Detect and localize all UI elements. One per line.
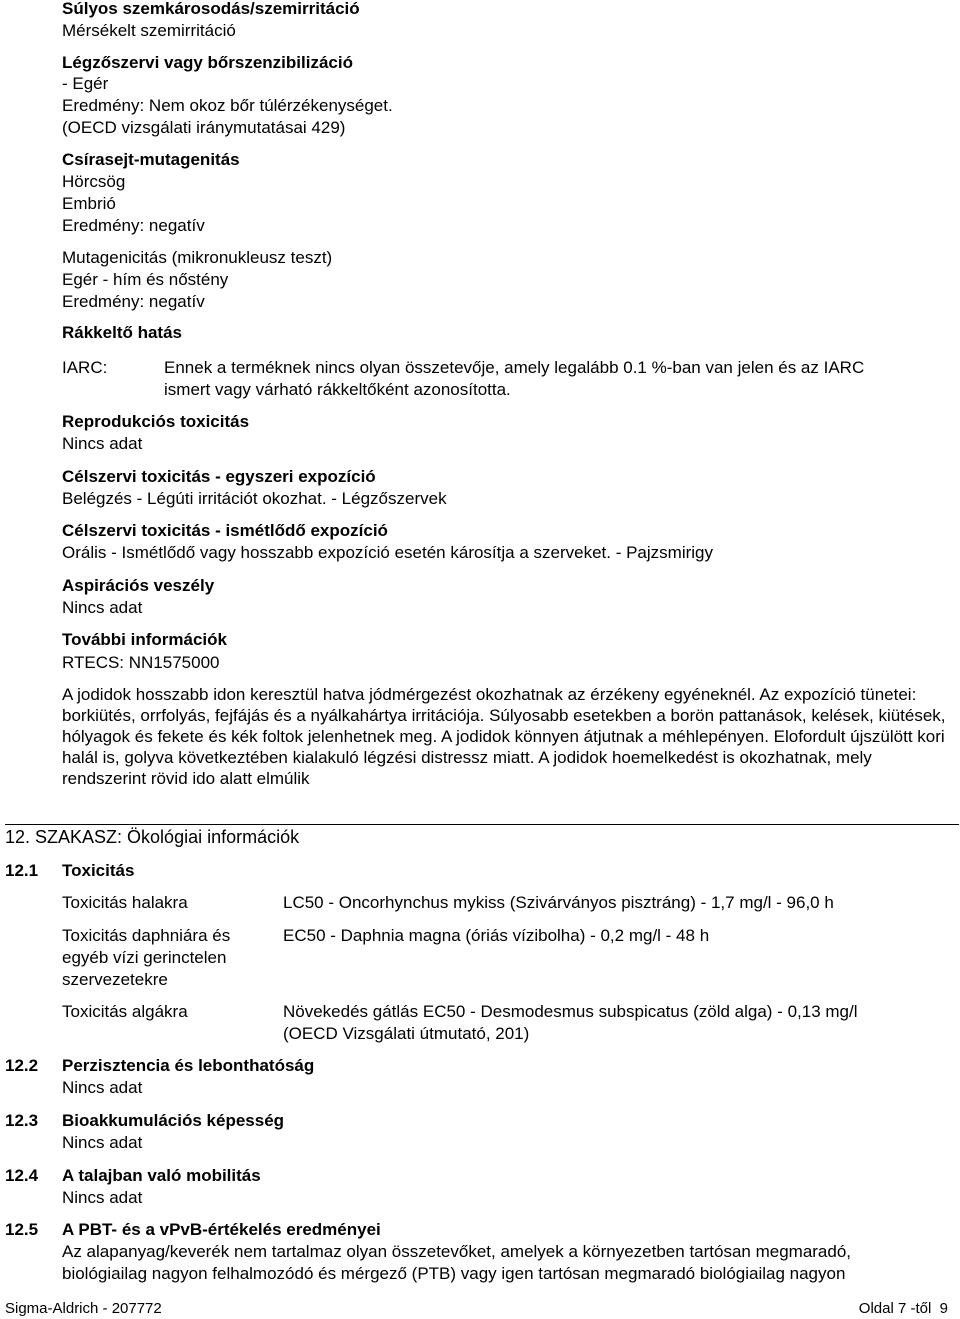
iarc-text-line-2: ismert vagy várható rákkeltőként azonosította.: [164, 380, 511, 399]
section-divider: [5, 824, 959, 825]
footer-page-number: Oldal 7 -től 9: [858, 1300, 948, 1317]
mobility-number: 12.4: [5, 1166, 39, 1185]
sensitization-species: - Egér: [62, 74, 109, 93]
further-info-paragraph: A jodidok hosszabb idon keresztül hatva jódmérgezést okozhatnak az érzékeny egyéneknél. Az expozíció tünetei: borkiütés, orrfolyás, fejfájás és a nyálkahártya irritációja. Súlyosabb esetekben a borön pattanások, kelések, kiütések, hólyagok és fekete és kék foltok jelenhetnek meg. A jodidok könnyen átjutnak a méhlepényen. Elofordult újszülött kori halál is, golyva következtében kialakuló légzési distressz miatt. A jodidok hoemelkedést is okozhatnak, mely rendszerint rövid ido alatt elmúlik: [62, 685, 946, 788]
stot-single-value: Belégzés - Légúti irritációt okozhat. - Légzőszervek: [62, 489, 447, 508]
eye-damage-heading: Súlyos szemkárosodás/szemirritáció: [62, 0, 360, 18]
germ-cell-heading: Csírasejt-mutagenitás: [62, 150, 240, 169]
reproductive-toxicity-value: Nincs adat: [62, 434, 143, 453]
eye-damage-value: Mérsékelt szemirritáció: [62, 21, 236, 40]
fish-toxicity-label: Toxicitás halakra: [62, 893, 188, 912]
daphnia-label-line-2: egyéb vízi gerinctelen: [62, 948, 227, 967]
sensitization-heading: Légzőszervi vagy bőrszenzibilizáció: [62, 53, 353, 72]
pbt-value-line-1: Az alapanyag/keverék nem tartalmaz olyan összetevőket, amelyek a környezetben tartósan megmaradó,: [62, 1242, 852, 1261]
bioaccumulation-value: Nincs adat: [62, 1133, 143, 1152]
sensitization-guideline: (OECD vizsgálati iránymutatásai 429): [62, 118, 346, 137]
mobility-title: A talajban való mobilitás: [62, 1166, 261, 1185]
reproductive-toxicity-heading: Reprodukciós toxicitás: [62, 412, 250, 431]
toxicity-number: 12.1: [5, 861, 39, 880]
daphnia-toxicity-value: EC50 - Daphnia magna (óriás vízibolha) - 0,2 mg/l - 48 h: [283, 926, 710, 945]
iarc-text-line-1: Ennek a terméknek nincs olyan összetevője, amely legalább 0.1 %-ban van jelen és az IARC: [164, 358, 865, 377]
germ-cell-stage: Embrió: [62, 194, 116, 213]
germ-cell-result: Eredmény: negatív: [62, 216, 205, 235]
sensitization-result: Eredmény: Nem okoz bőr túlérzékenységet.: [62, 96, 393, 115]
micronucleus-title: Mutagenicitás (mikronukleusz teszt): [62, 248, 333, 267]
carcinogenicity-heading: Rákkeltő hatás: [62, 323, 182, 342]
pbt-value-line-2: biológiailag nagyon felhalmozódó és mérgező (PTB) vagy igen tartósan megmaradó biológiailag nagyon: [62, 1264, 846, 1283]
persistence-value: Nincs adat: [62, 1078, 143, 1097]
stot-repeat-heading: Célszervi toxicitás - ismétlődő expozíció: [62, 521, 388, 540]
pbt-number: 12.5: [5, 1220, 39, 1239]
daphnia-label-line-3: szervezetekre: [62, 970, 168, 989]
aspiration-value: Nincs adat: [62, 598, 143, 617]
bioaccumulation-number: 12.3: [5, 1111, 39, 1130]
further-info-heading: További információk: [62, 630, 227, 649]
germ-cell-species: Hörcsög: [62, 172, 126, 191]
iarc-label: IARC:: [62, 358, 108, 377]
persistence-title: Perzisztencia és lebonthatóság: [62, 1056, 315, 1075]
aspiration-heading: Aspirációs veszély: [62, 576, 215, 595]
mobility-value: Nincs adat: [62, 1188, 143, 1207]
algae-value-line-1: Növekedés gátlás EC50 - Desmodesmus subspicatus (zöld alga) - 0,13 mg/l: [283, 1002, 858, 1021]
stot-single-heading: Célszervi toxicitás - egyszeri expozíció: [62, 467, 376, 486]
persistence-number: 12.2: [5, 1056, 39, 1075]
pbt-title: A PBT- és a vPvB-értékelés eredményei: [62, 1220, 381, 1239]
section-12-title: 12. SZAKASZ: Ökológiai információk: [5, 827, 300, 847]
daphnia-label-line-1: Toxicitás daphniára és: [62, 926, 231, 945]
bioaccumulation-title: Bioakkumulációs képesség: [62, 1111, 285, 1130]
micronucleus-species: Egér - hím és nőstény: [62, 270, 229, 289]
footer-product-id: Sigma-Aldrich - 207772: [5, 1300, 162, 1317]
rtecs-number: RTECS: NN1575000: [62, 653, 220, 672]
stot-repeat-value: Orális - Ismétlődő vagy hosszabb expozíció esetén károsítja a szerveket. - Pajzsmirigy: [62, 543, 713, 562]
algae-toxicity-label: Toxicitás algákra: [62, 1002, 188, 1021]
algae-value-line-2: (OECD Vizsgálati útmutató, 201): [283, 1024, 530, 1043]
fish-toxicity-value: LC50 - Oncorhynchus mykiss (Szivárványos pisztráng) - 1,7 mg/l - 96,0 h: [283, 893, 834, 912]
toxicity-title: Toxicitás: [62, 861, 135, 880]
micronucleus-result: Eredmény: negatív: [62, 292, 205, 311]
